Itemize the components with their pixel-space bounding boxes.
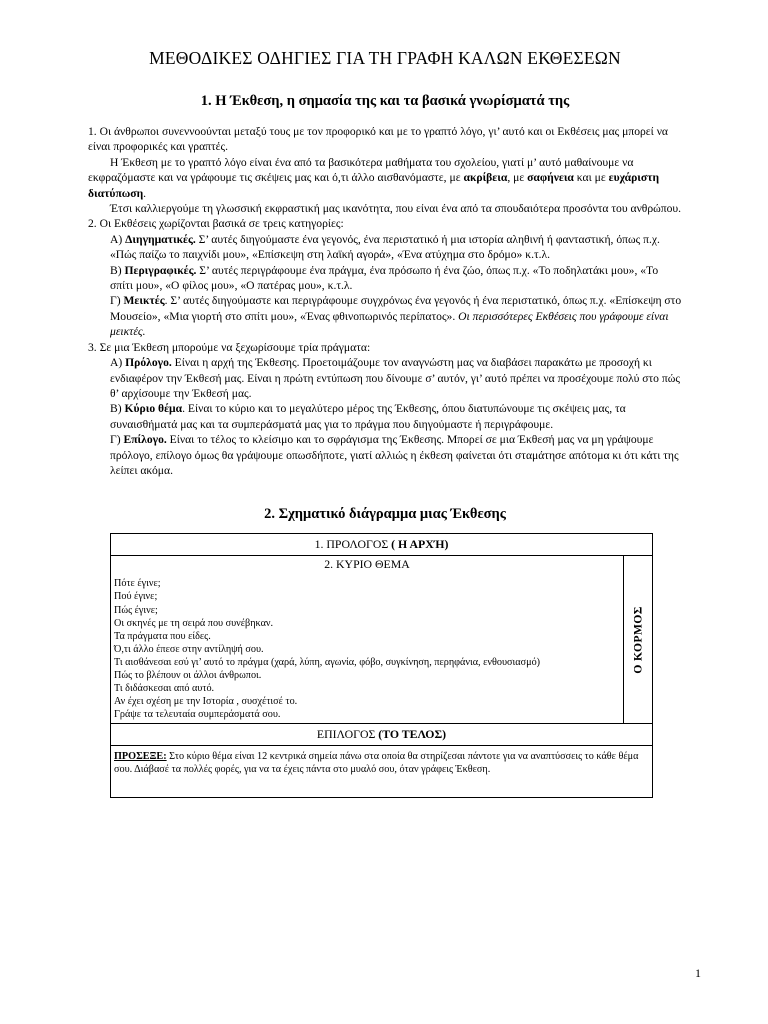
main-item: Γράψε τα τελευταία συμπεράσματά σου. <box>114 709 281 721</box>
paragraph-1: 1. Οι άνθρωποι συνεννοούνται μεταξύ τους με τον προφορικό και με το γραπτό λόγο, γι’ αυτό και οι Εκθέσεις μας μπορεί να είναι προφορικές και γραπτές. <box>88 125 669 154</box>
note-text: Στο κύριο θέμα είναι 12 κεντρικά σημεία πάνω στα οποία θα στηρίζεσαι πάντοτε για να αναπτύσσεις το κάθε θέμα σου. Διάβασέ τα πολλές φορές, για να τα έχεις πάντα στο μυαλό σου, όταν γράφεις Έκθεση. <box>114 751 639 776</box>
category-mixed: Γ) Μεικτές. Σ’ αυτές διηγούμαστε και περιγράφουμε συγχρόνως ένα γεγονός ή ένα περιστατικό, όπως π.χ. «Επίσκεψη στο Μουσείο», «Μια γιορτή στο σπίτι μου», «Ένας φθινοπωρινός περίπατος». Οι περισσότερες Εκθέσεις που γράφουμε είναι μεικτές. <box>110 294 682 339</box>
main-item: Αν έχει σχέση με την Ιστορία , συσχέτισέ το. <box>114 696 298 708</box>
prologue-row: 1. ΠΡΟΛΟΓΟΣ ( Η ΑΡΧΉ) <box>111 534 653 556</box>
main-item: Τα πράγματα που είδες. <box>114 630 211 642</box>
epilogue-row: ΕΠΙΛΟΓΟΣ (ΤΟ ΤΕΛΟΣ) <box>111 724 653 746</box>
main-item: Πώς έγινε; <box>114 604 158 616</box>
main-item: Τι αισθάνεσαι εσύ γι’ αυτό το πράγμα (χαρά, λύπη, αγωνία, φόβο, συγκίνηση, περηφάνια, ενθουσιασμό) <box>114 656 541 668</box>
main-item: Οι σκηνές με τη σειρά που συνέβηκαν. <box>114 617 274 629</box>
main-item: Πώς το βλέπουν οι άλλοι άνθρωποι. <box>114 670 262 681</box>
paragraph-3: Έτσι καλλιεργούμε τη γλωσσική εκφραστική μας ικανότητα, που είναι ένα από τα σπουδαιότερα προσόντα του ανθρώπου. <box>110 202 682 216</box>
part-epilogue: Γ) Επίλογο. Είναι το τέλος το κλείσιμο και το σφράγισμα της Έκθεσης. Μπορεί σε μια Έκθεσή μας να μη γράψουμε πρόλογο, επίλογο όμως θα γράψουμε οπωσδήποτε, γιατί αλλιώς η έκθεση φαίνεται ότι σταμάτησε απότομα κι ότι κάτι της λείπει ακόμα. <box>110 433 679 477</box>
main-topic-header: 2. ΚΥΡΙΟ ΘΕΜΑ <box>324 557 410 572</box>
category-descriptive: Β) Περιγραφικές. Σ’ αυτές περιγράφουμε ένα πράγμα, ένα πρόσωπο ή ένα ζώο, όπως π.χ. «Το ποδηλατάκι μου», «Το σπίτι μου», «Ο φίλος μου», «Ο πατέρας μου», κ.τ.λ. <box>110 263 659 293</box>
item-3-intro: 3. Σε μια Έκθεση μπορούμε να ξεχωρίσουμε τρία πράγματα: <box>88 340 371 354</box>
part-main-topic: Β) Κύριο θέμα. Είναι το κύριο και το μεγαλύτερο μέρος της Έκθεσης, όπου διατυπώνουμε τις σκέψεις μας, τα συναισθήματά μας και τα συμπεράσματά μας για το πράγμα που διηγούμαστε ή περιγράφουμε. <box>110 402 626 431</box>
section2-heading: 2. Σχηματικό διάγραμμα μιας Έκθεσης <box>264 506 506 523</box>
kormos-cell <box>624 556 653 724</box>
document-title: ΜΕΘΟΔΙΚΕΣ ΟΔΗΓΙΕΣ ΓΙΑ ΤΗ ΓΡΑΦΗ ΚΑΛΩΝ ΕΚΘΕΣΕΩΝ <box>149 48 621 68</box>
attention-note <box>111 746 653 797</box>
main-item: Πού έγινε; <box>114 591 158 603</box>
item-2-intro: 2. Οι Εκθέσεις χωρίζονται βασικά σε τρεις κατηγορίες: <box>88 217 344 231</box>
category-narrative: Α) Διηγηματικές. Σ’ αυτές διηγούμαστε ένα γεγονός, ένα περιστατικό ή μια ιστορία αληθινή ή φανταστική, όπως π.χ. «Πώς παίζω το παιχνίδι μου», «Επίσκεψη στη λαϊκή αγορά», «Ένα ατύχημα στο δρόμο» κ.τ.λ. <box>110 232 660 262</box>
main-item: Πότε έγινε; <box>114 578 161 590</box>
kormos-label: Ο ΚΟΡΜΟΣ <box>630 606 645 674</box>
document-page <box>88 48 682 798</box>
main-topic-cell <box>111 556 624 724</box>
main-item: Ό,τι άλλο έπεσε στην αντίληψή σου. <box>114 643 264 655</box>
page-number: 1 <box>695 966 701 980</box>
paragraph-2: Η Έκθεση με το γραπτό λόγο είναι ένα από τα βασικότερα μαθήματα του σχολείου, γιατί μ’ αυτό μαθαίνουμε να εκφραζόμαστε και να γράφουμε τις σκέψεις μας και ό,τι άλλο αισθανόμαστε, με ακρίβεια, με σαφήνεια και με ευχάριστη διατύπωση. <box>88 155 660 200</box>
section1-body <box>88 124 682 478</box>
section1-heading: 1. Η Έκθεση, η σημασία της και τα βασικά γνωρίσματά της <box>200 93 570 109</box>
main-item: Τι διδάσκεσαι από αυτό. <box>114 683 215 695</box>
essay-diagram-table <box>110 533 653 797</box>
note-label: ΠΡΟΣΕΞΕ: <box>114 751 167 763</box>
part-prologue: Α) Πρόλογο. Είναι η αρχή της Έκθεσης. Προετοιμάζουμε τον αναγνώστη μας να διαβάσει παρακάτω με προσοχή κι ενδιαφέρον την Έκθεσή μας. Είναι η πρώτη εντύπωση που δίνουμε σ’ αυτόν, γι’ αυτό πρέπει να προσέχουμε πολύ στο πώς θ’ αρχίσουμε την Έκθεσή μας. <box>110 356 680 400</box>
